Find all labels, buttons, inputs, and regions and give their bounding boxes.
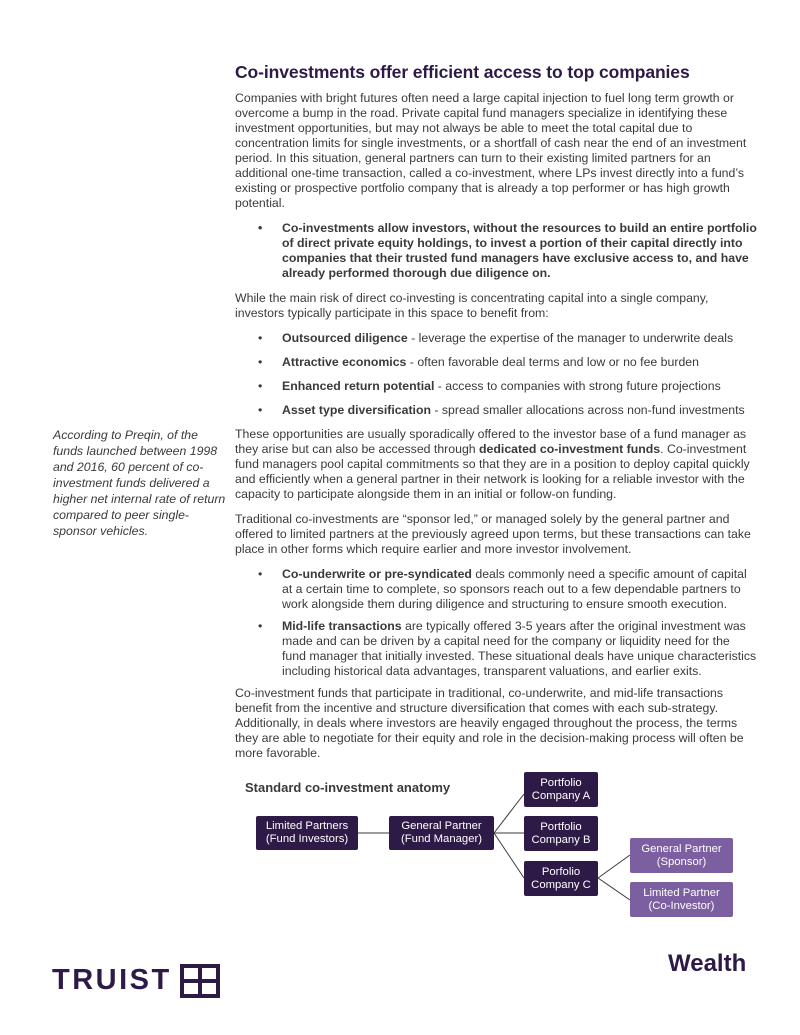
node-portfolio-company-a: Portfolio Company A — [524, 772, 598, 807]
opportunities-paragraph: These opportunities are usually sporadically offered to the investor base of a fund manager as they arise but can also be accessed through dedicated co-investment funds. Co-investment fund managers pool capital commitments so that they are in a position to deploy capital quickly and efficiently when a general partner in their network is looking for a reliable investor with the capacity to participate alongside them in an initial or follow-on funding. — [235, 427, 750, 501]
diagram-title: Standard co-investment anatomy — [245, 780, 451, 795]
node-co-investor: Limited Partner (Co-Investor) — [630, 882, 733, 917]
benefits-list — [235, 331, 757, 418]
benefit-item: • Outsourced diligence - leverage the expertise of the manager to underwrite deals — [258, 331, 734, 345]
closing-paragraph: Co-investment funds that participate in traditional, co-underwrite, and mid-life transactions benefit from the incentive and structure diversification that comes with each sub-strategy. Additionally, in deals where investors are heavily engaged throughout the process, the terms they are able to negotiate for their equity and role in the decision-making process will often be more favorable. — [235, 686, 744, 760]
truist-logo — [52, 963, 220, 998]
benefit-item: • Enhanced return potential - access to companies with strong future projections — [258, 379, 721, 393]
benefit-item: • Attractive economics - often favorable deal terms and low or no fee burden — [258, 355, 699, 369]
main-content — [235, 62, 757, 771]
intro-paragraph: Companies with bright futures often need a large capital injection to fuel long term growth or overcome a bump in the road. Private capital fund managers specialize in identifying these investment opportunities, but may not always be able to meet the total capital due to concentration limits for single investments, or a shortfall of cash near the end of an investment period. In this situation, general partners can turn to their existing limited partners for an additional one-time transaction, called a co-investment, where LPs invest directly into a fund’s existing or prospective portfolio company that is already a top performer or has high growth potential. — [235, 91, 747, 210]
sidebar-quote: According to Preqin, of the funds launched between 1998 and 2016, 60 percent of co-investment funds delivered a higher net internal rate of return compared to peer single-sponsor vehicles. — [53, 428, 226, 538]
benefit-item: • Asset type diversification - spread smaller allocations across non-fund investments — [258, 403, 745, 417]
key-point-item: • Co-investments allow investors, without the resources to build an entire portfolio of direct private equity holdings, to invest a portion of their capital directly into companies that their trusted fund managers have exclusive access to, and have already performed thorough due diligence on. — [258, 221, 757, 280]
node-limited-partners: Limited Partners (Fund Investors) — [256, 816, 358, 850]
node-portfolio-company-b: Portfolio Company B — [524, 816, 598, 851]
wealth-label: Wealth — [668, 950, 747, 977]
logo-wordmark: TRUIST — [52, 964, 172, 996]
traditional-paragraph: Traditional co-investments are “sponsor led,” or managed solely by the general partner and offered to limited partners at the previously agreed upon terms, but these transactions can take place in other forms which require earlier and more investor involvement. — [235, 512, 751, 556]
node-sponsor: General Partner (Sponsor) — [630, 838, 733, 873]
risk-paragraph: While the main risk of direct co-investing is concentrating capital into a single company, investors typically participate in this space to benefit from: — [235, 291, 709, 320]
transaction-types-list — [235, 567, 757, 679]
page-title: Co-investments offer efficient access to top companies — [235, 62, 690, 82]
transaction-type-item: • Mid-life transactions are typically offered 3-5 years after the original investment was made and can be driven by a capital need for the company or liquidity need for the fund manager that initially invested. These situational deals have unique characteristics including historical data advantages, transparent valuations, and earlier exits. — [258, 619, 757, 678]
node-portfolio-company-c: Porfolio Company C — [524, 861, 598, 896]
co-investment-diagram — [0, 770, 800, 930]
truist-emblem-icon — [180, 964, 220, 998]
node-general-partner: General Partner (Fund Manager) — [389, 816, 494, 850]
key-point-list — [235, 221, 757, 281]
transaction-type-item: • Co-underwrite or pre-syndicated deals commonly need a specific amount of capital at a certain time to complete, so sponsors reach out to a few dependable partners to work alongside them during diligence and structuring to ensure smooth execution. — [258, 567, 747, 611]
